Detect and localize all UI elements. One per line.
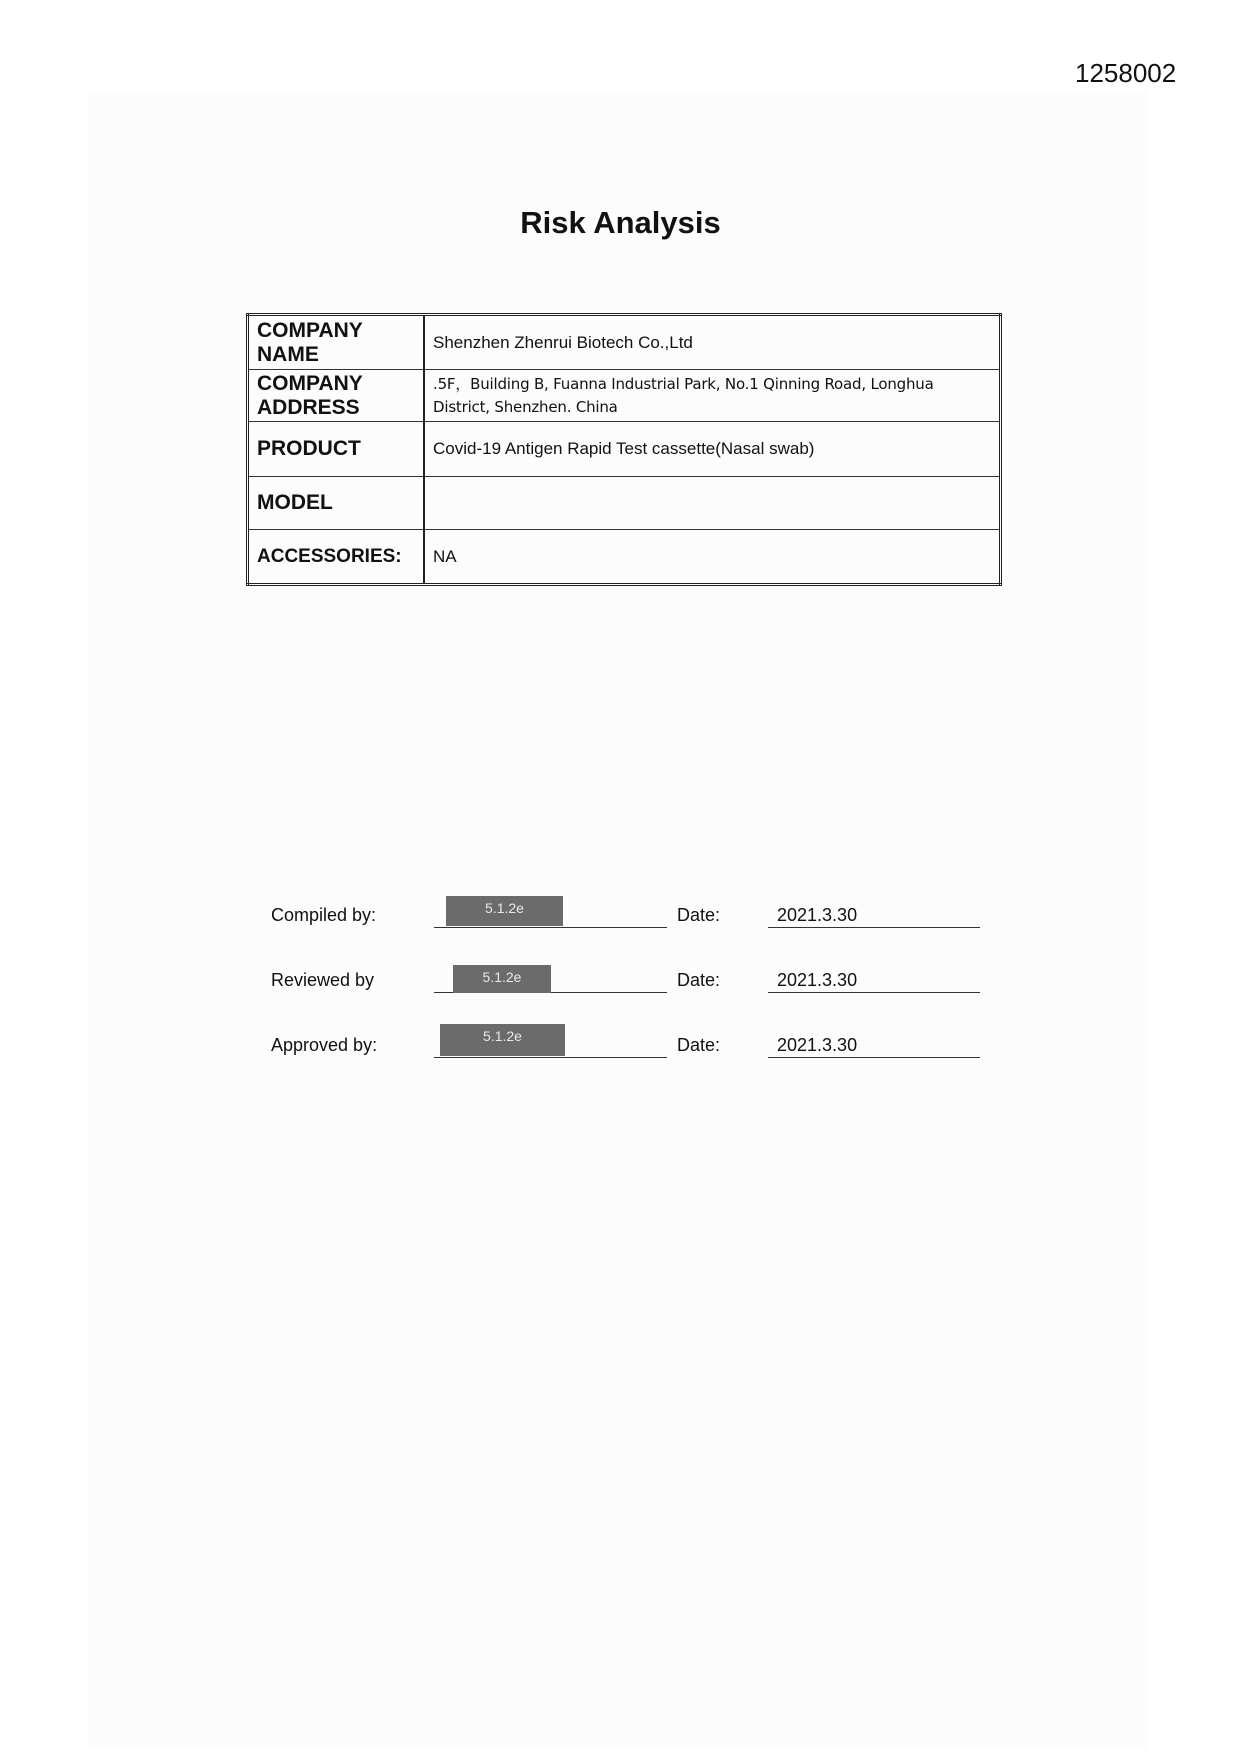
model-value	[424, 477, 1001, 530]
redaction-box: 5.1.2e	[453, 965, 551, 993]
date-label: Date:	[677, 970, 721, 990]
date-label: Date:	[677, 905, 721, 925]
page-title: Risk Analysis	[520, 205, 721, 240]
accessories-value: NA	[424, 530, 1001, 585]
company-address-label: COMPANY ADDRESS	[248, 370, 425, 422]
date-line	[768, 1057, 980, 1058]
table-row-company-name	[248, 315, 1001, 370]
date-label: Date:	[677, 1035, 721, 1055]
approved-by-label: Approved by:	[271, 1035, 378, 1055]
signature-line	[434, 1057, 667, 1058]
compiled-date: 2021.3.30	[777, 905, 858, 925]
signature-row-compiled	[0, 890, 1241, 930]
accessories-label: ACCESSORIES:	[248, 530, 425, 585]
company-name-value: Shenzhen Zhenrui Biotech Co.,Ltd	[424, 315, 1001, 370]
table-row-product	[248, 422, 1001, 477]
product-info-table	[246, 313, 1002, 586]
company-name-label: COMPANY NAME	[248, 315, 425, 370]
signature-row-approved	[0, 1020, 1241, 1060]
signature-line	[434, 927, 667, 928]
date-line	[768, 992, 980, 993]
product-label: PRODUCT	[248, 422, 425, 477]
redaction-box: 5.1.2e	[446, 896, 563, 926]
table-row-accessories	[248, 530, 1001, 585]
redaction-box: 5.1.2e	[440, 1024, 565, 1056]
compiled-by-label: Compiled by:	[271, 905, 377, 925]
date-line	[768, 927, 980, 928]
reviewed-date: 2021.3.30	[777, 970, 858, 990]
approved-date: 2021.3.30	[777, 1035, 858, 1055]
signature-row-reviewed	[0, 955, 1241, 995]
table-row-model	[248, 477, 1001, 530]
document-number: 1258002	[1075, 58, 1177, 88]
reviewed-by-label: Reviewed by	[271, 970, 375, 990]
company-address-value: .5F，Building B, Fuanna Industrial Park, No.1 Qinning Road, Longhua District, Shenzhen. China	[424, 370, 1001, 422]
model-label: MODEL	[248, 477, 425, 530]
product-value: Covid-19 Antigen Rapid Test cassette(Nasal swab)	[424, 422, 1001, 477]
table-row-company-address	[248, 370, 1001, 422]
